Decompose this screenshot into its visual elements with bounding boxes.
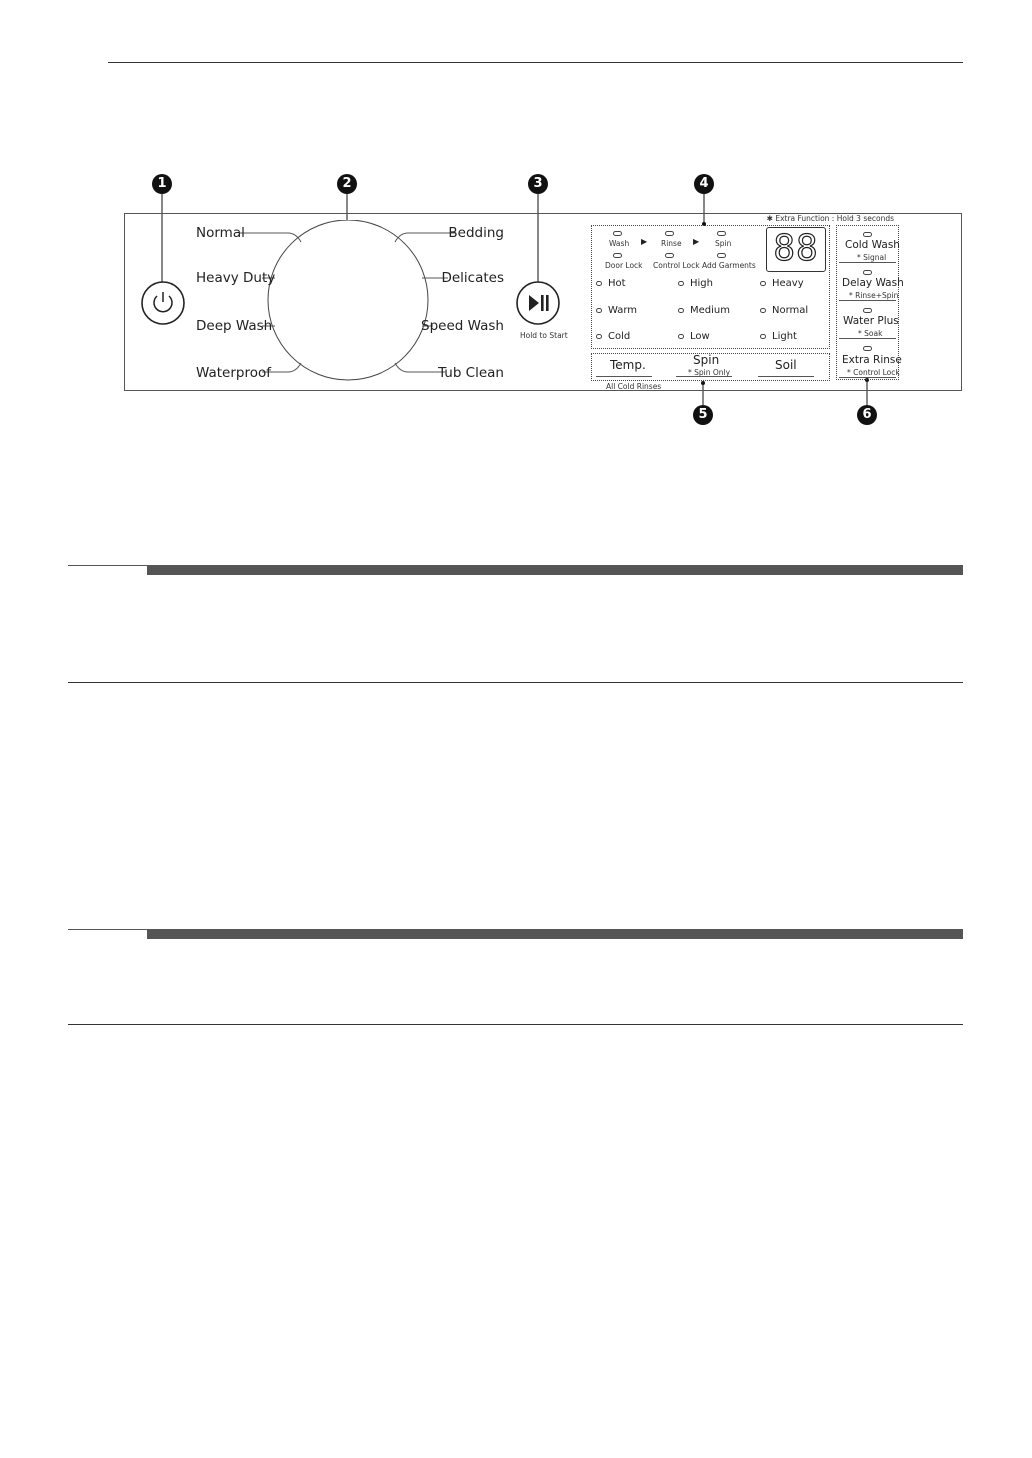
warm-led [596,308,602,313]
status-add-garments: Add Garments [702,261,756,270]
power-button[interactable] [140,280,186,326]
arrow-icon: ▶ [693,237,700,246]
cycle-bedding[interactable]: Bedding [448,225,504,241]
cold-wash-button[interactable]: Cold Wash [845,239,900,251]
extra-rinse-underline [839,377,896,378]
status-door-lock: Door Lock [605,261,643,270]
arrow-icon: ▶ [641,237,648,246]
add-garments-led [717,253,726,258]
extra-rinse-sub: * Control Lock [847,368,900,377]
spin-button-underline [676,376,732,377]
delay-wash-button[interactable]: Delay Wash [842,277,904,289]
water-plus-underline [839,338,896,339]
callout-2: 2 [337,174,357,194]
low-led [678,334,684,339]
spin-option-low: Low [690,331,710,342]
water-plus-sub: * Soak [858,329,883,338]
spin-button-sub: * Spin Only [688,368,731,377]
callout-1: 1 [152,174,172,194]
cold-wash-underline [839,262,896,263]
temp-option-hot: Hot [608,278,626,289]
delay-wash-underline [839,300,896,301]
high-led [678,281,684,286]
extra-function-note: ✱ Extra Function : Hold 3 seconds [766,214,894,223]
door-lock-led [613,253,622,258]
hot-led [596,281,602,286]
cold-wash-led [863,232,872,237]
temp-option-warm: Warm [608,305,638,316]
spin-button[interactable]: Spin [693,353,720,367]
delay-wash-led [863,270,872,275]
cycle-normal[interactable]: Normal [196,225,245,241]
soil-button[interactable]: Soil [775,358,797,372]
cold-led [596,334,602,339]
spin-option-high: High [690,278,713,289]
hold-to-start-label: Hold to Start [520,331,568,340]
extra-rinse-button[interactable]: Extra Rinse [842,354,902,366]
cycle-waterproof[interactable]: Waterproof [196,365,272,381]
water-plus-button[interactable]: Water Plus [843,315,899,327]
medium-led [678,308,684,313]
temp-option-cold: Cold [608,331,631,342]
extra-rinse-led [863,346,872,351]
cold-wash-sub: * Signal [857,253,887,262]
cycle-tub-clean[interactable]: Tub Clean [438,365,504,381]
temp-button[interactable]: Temp. [610,358,646,372]
delay-wash-sub: * Rinse+Spin [849,291,899,300]
light-led [760,334,766,339]
cycle-delicates[interactable]: Delicates [441,270,504,286]
control-lock-led [665,253,674,258]
cycle-heavy-duty[interactable]: Heavy Duty [196,270,276,286]
soil-option-light: Light [772,331,797,342]
display-digits: 88 [773,228,819,269]
status-rinse: Rinse [661,239,682,248]
spin-led [717,231,726,236]
digital-display [766,227,826,272]
cycle-speed-wash[interactable]: Speed Wash [421,318,504,334]
normal-led [760,308,766,313]
status-control-lock: Control Lock [653,261,700,270]
heavy-led [760,281,766,286]
spin-option-medium: Medium [690,305,730,316]
status-wash: Wash [609,239,630,248]
soil-option-normal: Normal [772,305,809,316]
wash-led [613,231,622,236]
temp-button-underline [596,376,652,377]
status-spin: Spin [715,239,732,248]
water-plus-led [863,308,872,313]
start-pause-button[interactable] [515,280,561,326]
callout-5: 5 [693,405,713,425]
temp-button-sub: All Cold Rinses [606,382,662,391]
cycle-deep-wash[interactable]: Deep Wash [196,318,273,334]
callout-6: 6 [857,405,877,425]
soil-option-heavy: Heavy [772,278,804,289]
callout-4: 4 [694,174,714,194]
callout-3: 3 [528,174,548,194]
soil-button-underline [758,376,814,377]
rinse-led [665,231,674,236]
